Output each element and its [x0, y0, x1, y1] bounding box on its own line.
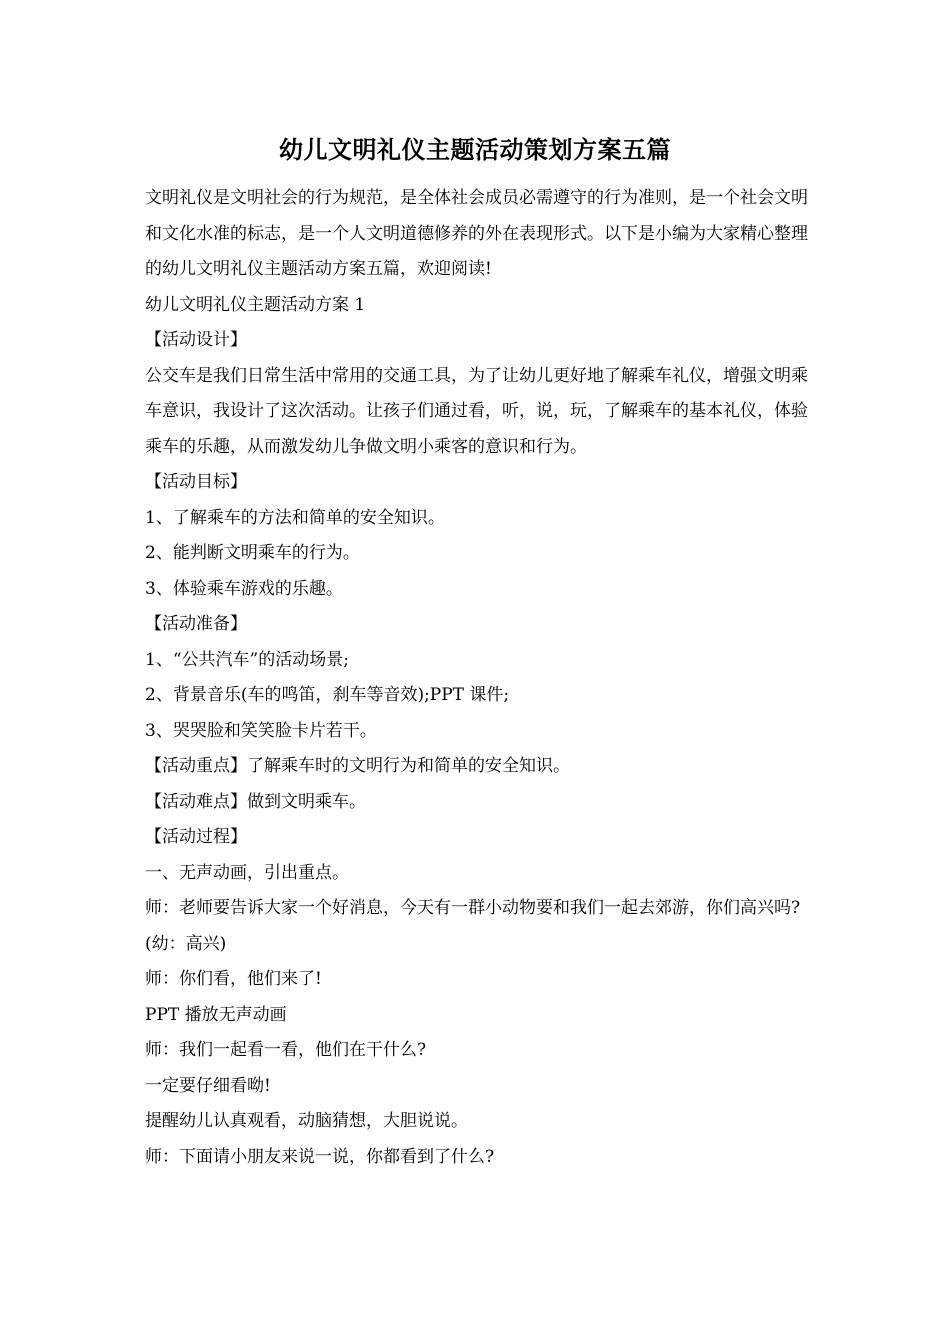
process-note: 一定要仔细看呦! — [145, 1075, 271, 1096]
process-step: 一、无声动画，引出重点。 — [145, 862, 349, 883]
goal-item: 2、能判断文明乘车的行为。 — [145, 543, 360, 563]
preparation-item: 3、哭哭脸和笑笑脸卡片若干。 — [145, 720, 377, 741]
dialogue-line: 师：我们一起看一看，他们在干什么? — [145, 1040, 427, 1060]
process-note: 提醒幼儿认真观看，动脑猜想，大胆说说。 — [145, 1111, 468, 1131]
intro-paragraph: 文明礼仪是文明社会的行为规范，是全体社会成员必需遵守的行为准则，是一个社会文明和文化水准的标志，是一个人文明道德修养的外在表现形式。以下是小编为大家精心整理的幼儿文明礼仪主题活动方案五篇，欢迎阅读! — [145, 188, 808, 279]
subheading-activity-preparation: 【活动准备】 — [145, 614, 247, 634]
goal-item: 1、了解乘车的方法和简单的安全知识。 — [145, 507, 445, 528]
preparation-item: 1、“公共汽车”的活动场景; — [145, 649, 349, 670]
document-body — [145, 181, 813, 1175]
preparation-item: 2、背景音乐(车的鸣笛，刹车等音效);PPT 课件; — [145, 685, 510, 705]
goal-item: 3、体验乘车游戏的乐趣。 — [145, 578, 343, 599]
dialogue-line: 师：你们看，他们来了! — [145, 969, 322, 989]
dialogue-line: 师：老师要告诉大家一个好消息，今天有一群小动物要和我们一起去郊游，你们高兴吗?(幼：高兴) — [145, 898, 801, 954]
dialogue-line: 师：下面请小朋友来说一说，你都看到了什么? — [145, 1146, 495, 1167]
subheading-activity-design: 【活动设计】 — [145, 330, 247, 350]
subheading-activity-process: 【活动过程】 — [145, 827, 247, 847]
document-title: 幼儿文明礼仪主题活动策划方案五篇 — [279, 135, 671, 164]
process-note: PPT 播放无声动画 — [145, 1004, 287, 1025]
activity-key-point: 【活动重点】了解乘车时的文明行为和简单的安全知识。 — [145, 756, 570, 776]
design-paragraph: 公交车是我们日常生活中常用的交通工具，为了让幼儿更好地了解乘车礼仪，增强文明乘车意识，我设计了这次活动。让孩子们通过看，听，说，玩，了解乘车的基本礼仪，体验乘车的乐趣，从而激发幼儿争做文明小乘客的意识和行为。 — [145, 365, 808, 457]
section-heading: 幼儿文明礼仪主题活动方案 1 — [145, 294, 366, 315]
activity-difficulty: 【活动难点】做到文明乘车。 — [145, 791, 366, 812]
subheading-activity-goals: 【活动目标】 — [145, 472, 247, 492]
